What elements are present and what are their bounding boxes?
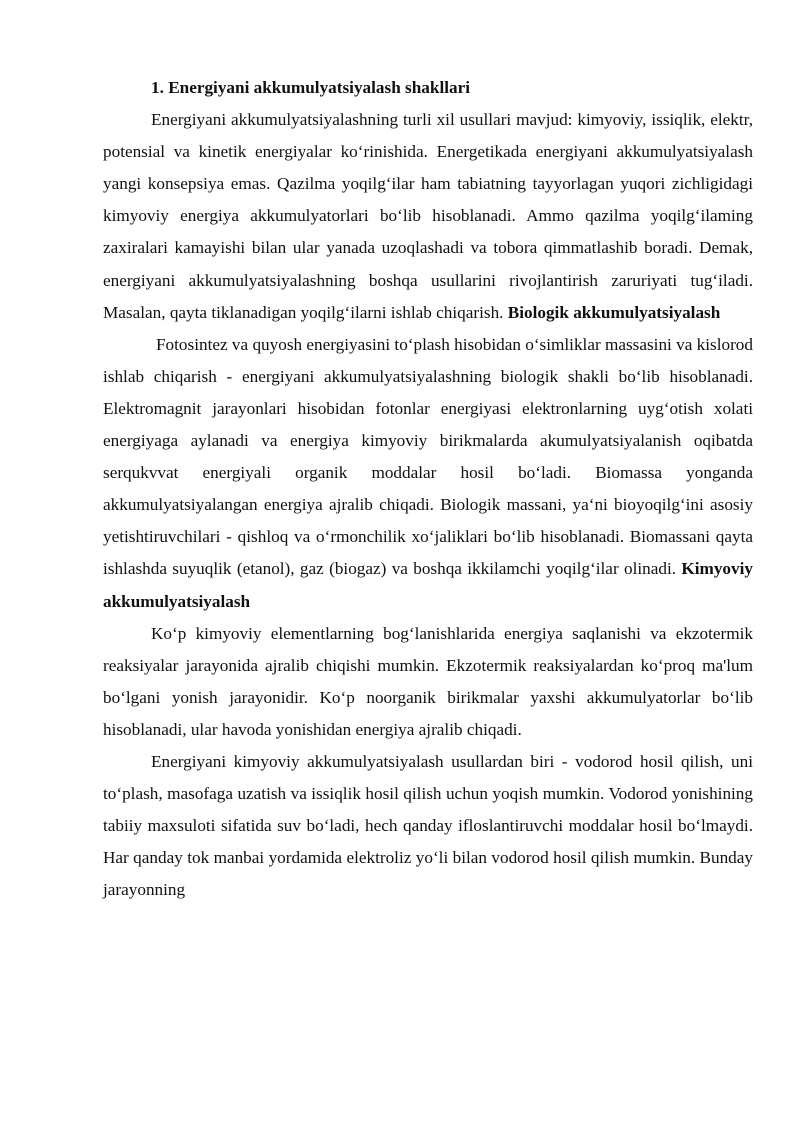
subheading-chemical: Kimyoviy akkumulyatsiyalash bbox=[103, 559, 753, 611]
paragraph-chemical: Ko‘p kimyoviy elementlarning bog‘lanishlarida energiya saqlanishi va ekzotermik reaksiyalar jarayonida ajralib chiqishi mumkin. Ekzotermik reaksiyalardan ko‘proq ma'lum bo‘lgani yonish jarayonidir. Ko‘p noorganik birikmalar yaxshi akkumulyatorlar bo‘lib hisoblanadi, ular havoda yonishidan energiya ajralib chiqadi. bbox=[103, 623, 753, 739]
paragraph-intro-text: Energiyani akkumulyatsiyalashning turli xil usullari mavjud: kimyoviy, issiqlik, elektr, potensial va kinetik energiyalar ko‘rinishida. Energetikada energiyani akkumulyatsiyalash yangi konsepsiya emas. Qazilma yoqilg‘ilar ham tabiatning tayyorlagan yuqori zichligidagi kimyoviy energiya akkumulyatorlari bo‘lib hisoblanadi. Ammo qazilma yoqilg‘ilaming zaxiralari kamayishi bilan ular yanada uzoqlashadi va tobora qimmatlashib boradi. Demak, energiyani akkumulyatsiyalashning boshqa usullarini rivojlantirish zaruriyati tug‘iladi. Masalan, qayta tiklanadigan yoqilg‘ilarni ishlab chiqarish. bbox=[103, 110, 753, 322]
paragraph-intro bbox=[103, 104, 753, 329]
subheading-biological: Biologik akkumulyatsiyalash bbox=[507, 302, 721, 322]
paragraph-biological bbox=[103, 329, 753, 618]
paragraph-hydrogen: Energiyani kimyoviy akkumulyatsiyalash usullardan biri - vodorod hosil qilish, uni to‘plash, masofaga uzatish va issiqlik hosil qilish uchun yoqish mumkin. Vodorod yonishining tabiiy maxsuloti sifatida suv bo‘ladi, hech qanday ifloslantiruvchi moddalar hosil bo‘lmaydi. Har qanday tok manbai yordamida elektroliz yo‘li bilan vodorod hosil qilish mumkin. Bunday jarayonning bbox=[103, 751, 753, 900]
section-heading: 1. Energiyani akkumulyatsiyalash shakllari bbox=[151, 78, 471, 97]
document-page bbox=[103, 72, 753, 906]
paragraph-biological-text: Fotosintez va quyosh energiyasini to‘plash hisobidan o‘simliklar massasini va kislorod ishlab chiqarish - energiyani akkumulyatsiyalashning biologik shakli bo‘lib hisoblanadi. Elektromagnit jarayonlari hisobidan fotonlar energiyasi elektronlarning uyg‘otish xolati energiyaga aylanadi va energiya kimyoviy birikmalarda akumulyatsiyalanish oqibatda serqukvvat energiyali organik moddalar hosil bo‘ladi. Biomassa yonganda akkumulyatsiyalangan energiya ajralib chiqadi. Biologik massani, ya‘ni bioyoqilg‘ini asosiy yetishtiruvchilari - qishloq va o‘rmonchilik xo‘jaliklari bo‘lib hisoblanadi. Biomassani qayta ishlashda suyuqlik (etanol), gaz (biogaz) va boshqa ikkilamchi yoqilg‘ilar olinadi. bbox=[103, 334, 753, 579]
